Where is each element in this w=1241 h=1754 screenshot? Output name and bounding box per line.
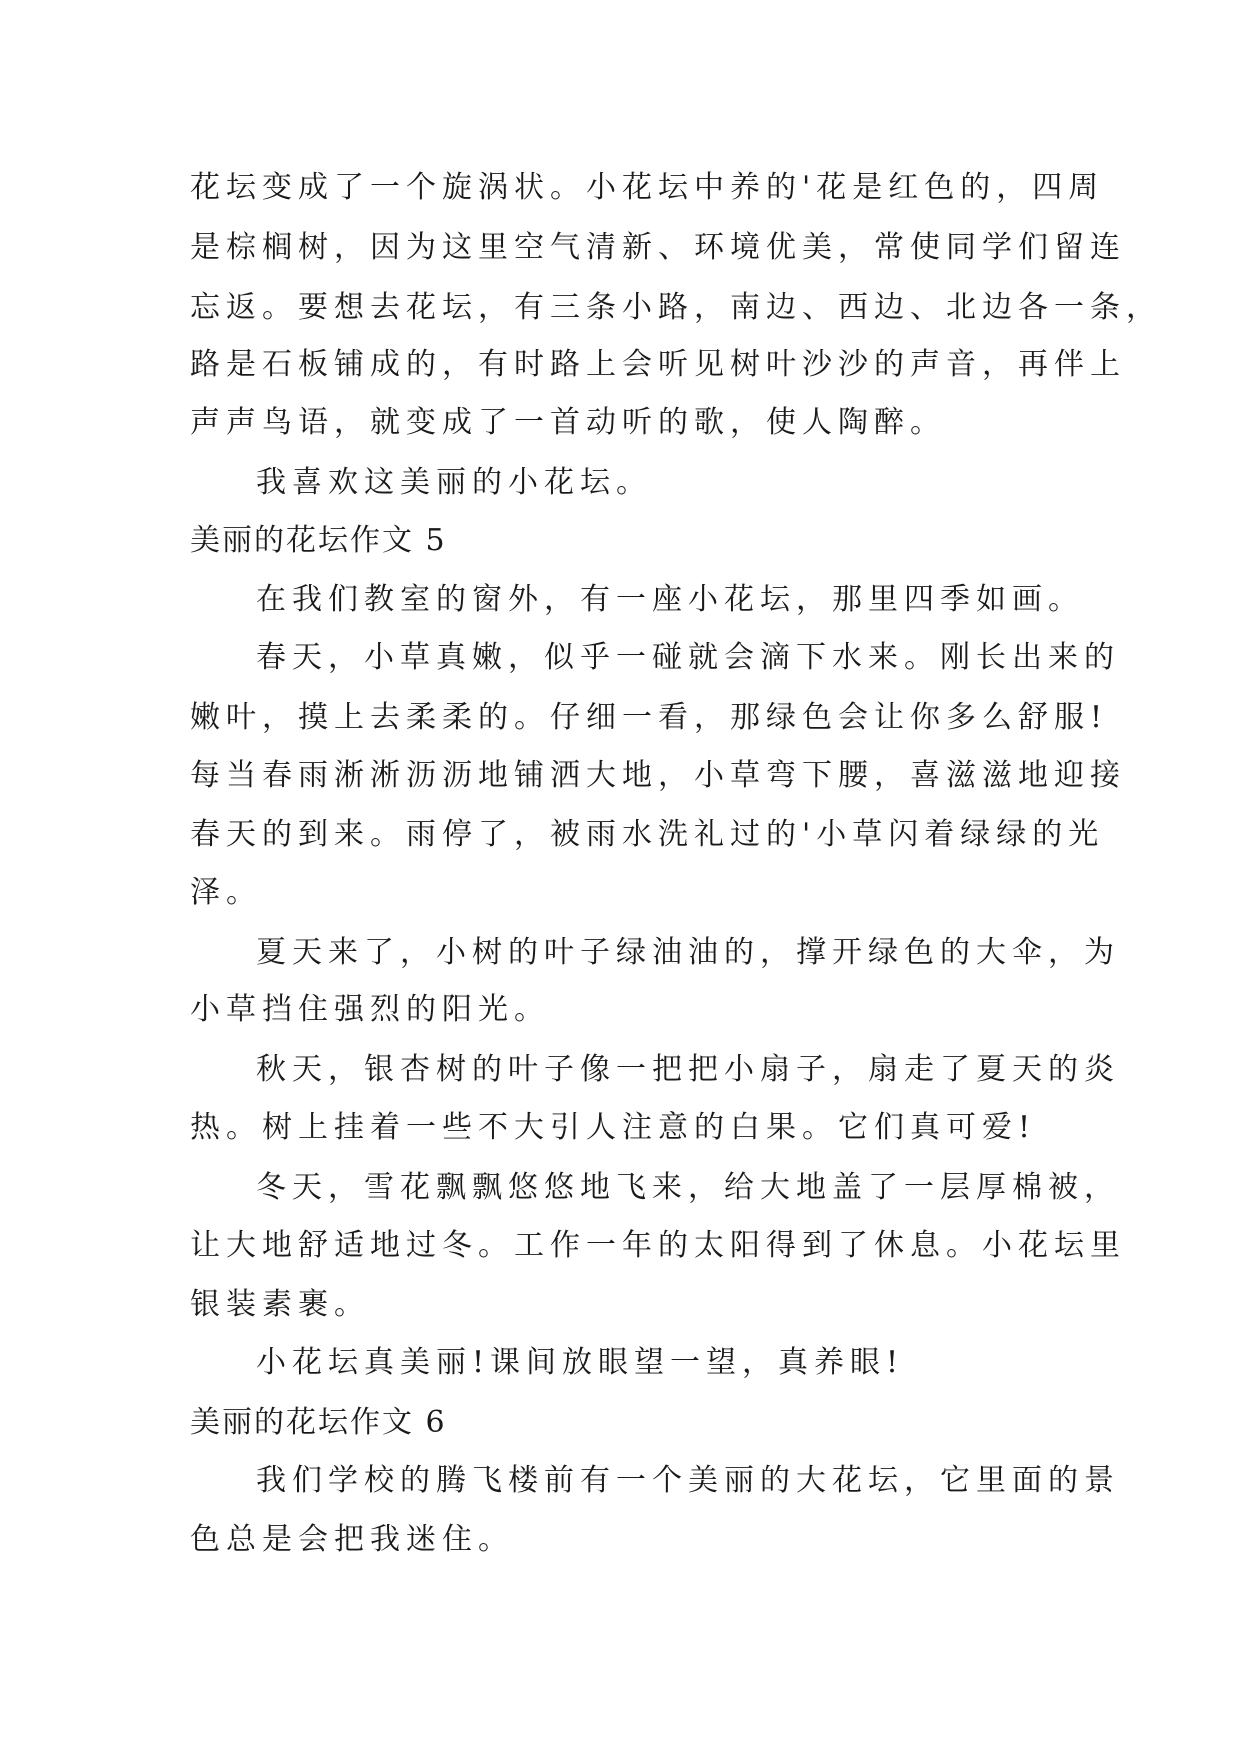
paragraph-line: 秋天，银杏树的叶子像一把把小扇子，扇走了夏天的炎 — [256, 1052, 1120, 1087]
paragraph-line: 泽。 — [190, 875, 262, 910]
paragraph-line: 嫩叶，摸上去柔柔的。仔细一看，那绿色会让你多么舒服! — [190, 700, 1109, 735]
section-heading: 美丽的花坛作文 5 — [190, 523, 447, 558]
paragraph-line: 春天，小草真嫩，似乎一碰就会滴下水来。刚长出来的 — [256, 640, 1120, 675]
paragraph-line: 色总是会把我迷住。 — [190, 1522, 514, 1557]
paragraph-line: 每当春雨淅淅沥沥地铺洒大地，小草弯下腰，喜滋滋地迎接 — [190, 758, 1126, 793]
paragraph-line: 是棕榈树，因为这里空气清新、环境优美，常使同学们留连 — [190, 230, 1126, 265]
paragraph-line: 夏天来了，小树的叶子绿油油的，撑开绿色的大伞，为 — [256, 935, 1120, 970]
paragraph-line: 银装素裹。 — [190, 1287, 370, 1322]
paragraph-line: 冬天，雪花飘飘悠悠地飞来，给大地盖了一层厚棉被， — [256, 1170, 1120, 1205]
paragraph-line: 春天的到来。雨停了，被雨水洗礼过的'小草闪着绿绿的光 — [190, 817, 1105, 852]
paragraph-line: 我喜欢这美丽的小花坛。 — [256, 465, 652, 500]
paragraph-line: 小花坛真美丽!课间放眼望一望，真养眼! — [256, 1345, 905, 1380]
section-heading: 美丽的花坛作文 6 — [190, 1405, 447, 1440]
paragraph-line: 声声鸟语，就变成了一首动听的歌，使人陶醉。 — [190, 405, 946, 440]
paragraph-line: 花坛变成了一个旋涡状。小花坛中养的'花是红色的，四周 — [190, 170, 1105, 205]
paragraph-line: 让大地舒适地过冬。工作一年的太阳得到了休息。小花坛里 — [190, 1228, 1126, 1263]
paragraph-line: 忘返。要想去花坛，有三条小路，南边、西边、北边各一条， — [190, 290, 1162, 325]
paragraph-line: 在我们教室的窗外，有一座小花坛，那里四季如画。 — [256, 582, 1084, 617]
paragraph-line: 小草挡住强烈的阳光。 — [190, 992, 550, 1027]
paragraph-line: 热。树上挂着一些不大引人注意的白果。它们真可爱! — [190, 1110, 1037, 1145]
paragraph-line: 我们学校的腾飞楼前有一个美丽的大花坛，它里面的景 — [256, 1463, 1120, 1498]
paragraph-line: 路是石板铺成的，有时路上会听见树叶沙沙的声音，再伴上 — [190, 347, 1126, 382]
